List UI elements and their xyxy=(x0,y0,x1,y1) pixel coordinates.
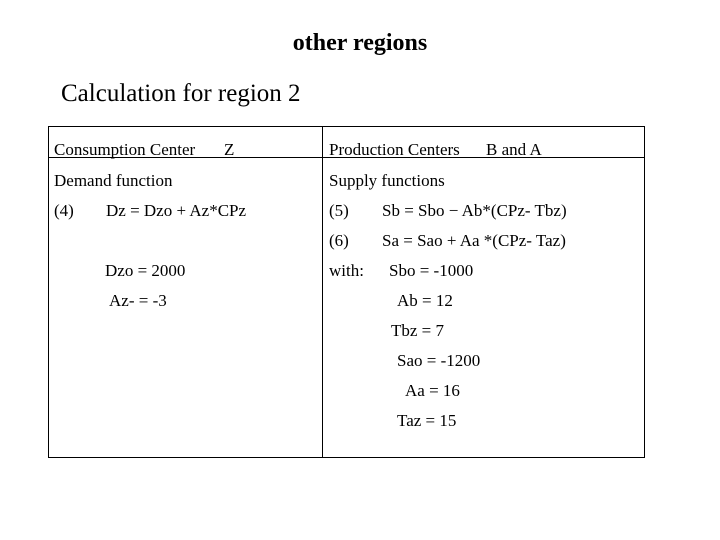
param-aa: Aa = 16 xyxy=(405,381,460,400)
param-tbz: Tbz = 7 xyxy=(391,321,445,340)
production-centers-value: B and A xyxy=(486,140,542,159)
slide-title: other regions xyxy=(292,30,428,56)
supply-equation-6-number: (6) xyxy=(329,231,349,250)
supply-equation-5-number: (5) xyxy=(329,201,349,220)
parameter-table xyxy=(48,126,645,458)
production-centers-label: Production Centers xyxy=(329,140,460,159)
consumption-center-label: Consumption Center xyxy=(54,140,196,159)
supply-equation-6: Sa = Sao + Aa *(CPz- Taz) xyxy=(382,231,566,250)
param-sbo: Sbo = -1000 xyxy=(389,261,474,280)
demand-equation-number: (4) xyxy=(54,201,74,220)
demand-equation: Dz = Dzo + Az*CPz xyxy=(106,201,247,220)
with-label: with: xyxy=(329,261,364,280)
column-divider xyxy=(322,127,323,457)
supply-equation-5: Sb = Sbo − Ab*(CPz- Tbz) xyxy=(382,201,567,220)
supply-functions-label: Supply functions xyxy=(329,171,445,190)
param-az: Az- = -3 xyxy=(109,291,167,310)
param-taz: Taz = 15 xyxy=(397,411,457,430)
consumption-center-value: Z xyxy=(224,140,235,159)
param-ab: Ab = 12 xyxy=(397,291,453,310)
slide-subtitle: Calculation for region 2 xyxy=(61,80,301,107)
param-dzo: Dzo = 2000 xyxy=(105,261,186,280)
demand-function-label: Demand function xyxy=(54,171,173,190)
param-sao: Sao = -1200 xyxy=(397,351,481,370)
